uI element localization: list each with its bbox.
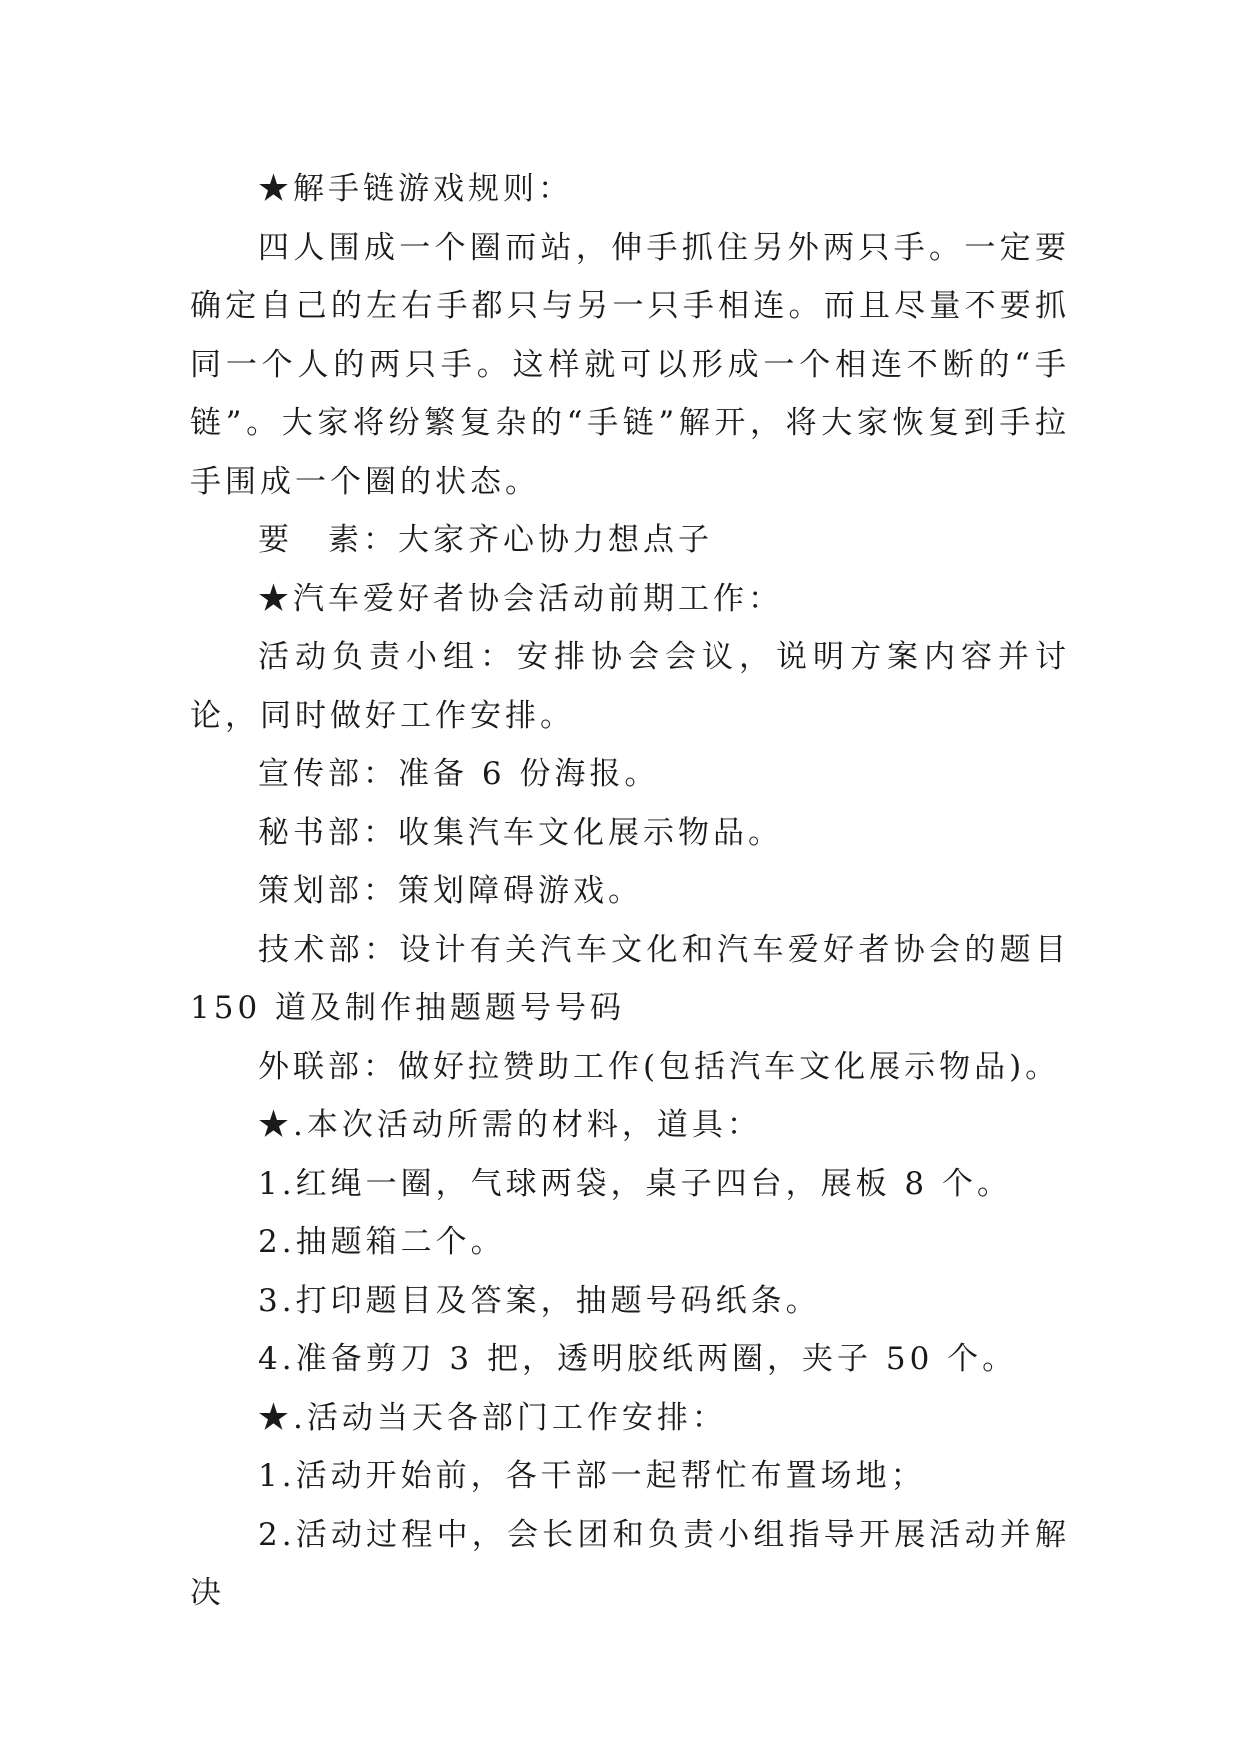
paragraph-technical-dept: 技术部：设计有关汽车文化和汽车爱好者协会的题目150 道及制作抽题题号号码 [190,931,1070,1026]
paragraph-planning-dept: 策划部：策划障碍游戏。 [258,873,643,909]
paragraph-secretariat-dept: 秘书部：收集汽车文化展示物品。 [258,814,783,851]
list-item-materials-3: 3.打印题目及答案，抽题号码纸条。 [258,1282,821,1319]
heading-preparation-work: ★汽车爱好者协会活动前期工作： [258,580,783,617]
heading-bracelet-game-rules: ★解手链游戏规则： [258,171,573,207]
list-item-materials-1: 1.红绳一圈，气球两袋，桌子四台，展板 8 个。 [258,1165,1013,1202]
paragraph-bracelet-game-description: 四人围成一个圈而站，伸手抓住另外两只手。一定要确定自己的左右手都只与另一只手相连。而且尽量不要抓同一个人的两只手。这样就可以形成一个相连不断的“手链”。大家将纷繁复杂的“手链”解开，将大家恢复到手拉手围成一个圈的状态。 [190,229,1070,500]
list-item-arrangements-1: 1.活动开始前，各干部一起帮忙布置场地； [258,1458,926,1494]
paragraph-key-element: 要 素：大家齐心协力想点子 [258,522,713,558]
heading-day-of-arrangements: ★.活动当天各部门工作安排： [258,1399,727,1436]
paragraph-publicity-dept: 宣传部：准备 6 份海报。 [258,756,660,792]
list-item-materials-2: 2.抽题箱二个。 [258,1224,506,1260]
paragraph-external-relations-dept: 外联部：做好拉赞助工作(包括汽车文化展示物品)。 [258,1048,1061,1085]
document-body [190,160,1070,1623]
paragraph-responsible-group: 活动负责小组：安排协会会议，说明方案内容并讨论，同时做好工作安排。 [190,639,1070,734]
list-item-materials-4: 4.准备剪刀 3 把，透明胶纸两圈，夹子 50 个。 [258,1341,1018,1377]
list-item-arrangements-2: 2.活动过程中，会长团和负责小组指导开展活动并解决 [190,1516,1070,1611]
heading-materials: ★.本次活动所需的材料，道具： [258,1107,762,1143]
